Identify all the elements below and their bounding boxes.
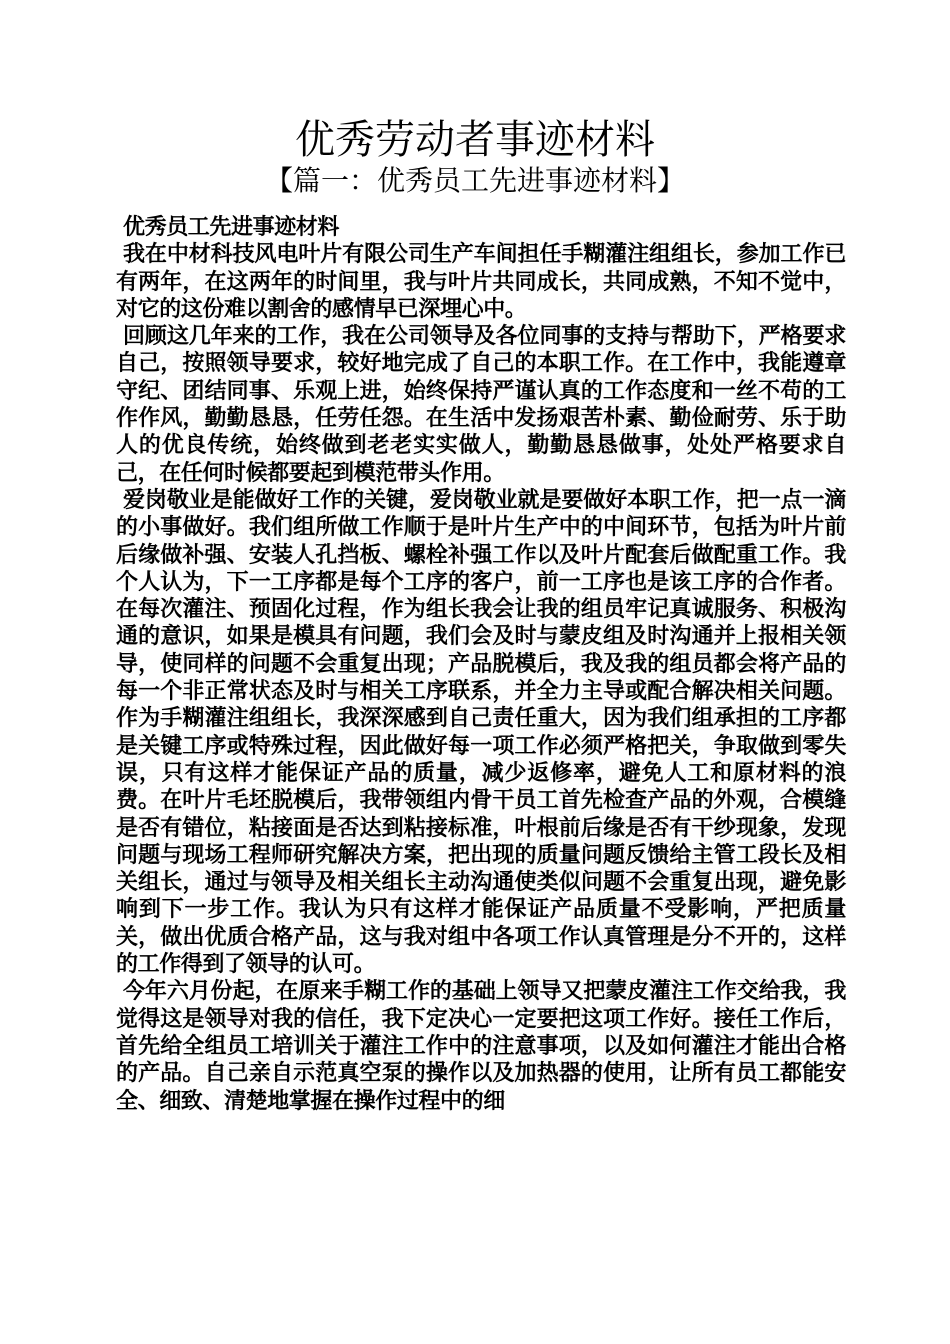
paragraph-2: 回顾这几年来的工作，我在公司领导及各位同事的支持与帮助下，严格要求自己，按照领导要求，较好地完成了自己的本职工作。在工作中，我能遵章守纪、团结同事、乐观上进，始终保持严谨认真的工作态度和一丝不苟的工作作风，勤勤恳恳，任劳任怨。在生活中发扬艰苦朴素、勤俭耐劳、乐于助人的优良传统，始终做到老老实实做人，勤勤恳恳做事，处处严格要求自己，在任何时候都要起到模范带头作用。 — [116, 324, 846, 486]
document-subtitle: 【篇一：优秀员工先进事迹材料】 — [264, 164, 685, 197]
paragraph-1: 我在中材科技风电叶片有限公司生产车间担任手糊灌注组组长，参加工作已有两年，在这两年的时间里，我与叶片共同成长，共同成熟，不知不觉中，对它的这份难以割舍的感情早已深埋心中。 — [116, 242, 846, 322]
paragraph-4: 今年六月份起，在原来手糊工作的基础上领导又把蒙皮灌注工作交给我，我觉得这是领导对我的信任，我下定决心一定要把这项工作好。接任工作后，首先给全组员工培训关于灌注工作中的注意事项，以及如何灌注才能出合格的产品。自己亲自示范真空泵的操作以及加热器的使用，让所有员工都能安全、细致、清楚地掌握在操作过程中的细 — [116, 979, 846, 1114]
document-title: 优秀劳动者事迹材料 — [295, 117, 655, 163]
document-body — [116, 214, 846, 1115]
paragraph-3: 爱岗敬业是能做好工作的关键，爱岗敬业就是要做好本职工作，把一点一滴的小事做好。我们组所做工作顺于是叶片生产中的中间环节，包括为叶片前后缘做补强、安装人孔挡板、螺栓补强工作以及叶片配套后做配重工作。我个人认为，下一工序都是每个工序的客户，前一工序也是该工序的合作者。在每次灌注、预固化过程，作为组长我会让我的组员牢记真诚服务、积极沟通的意识，如果是模具有问题，我们会及时与蒙皮组及时沟通并上报相关领导，使同样的问题不会重复出现；产品脱模后，我及我的组员都会将产品的每一个非正常状态及时与相关工序联系，并全力主导或配合解决相关问题。作为手糊灌注组组长，我深深感到自己责任重大，因为我们组承担的工序都是关键工序或特殊过程，因此做好每一项工作必须严格把关，争取做到零失误，只有这样才能保证产品的质量，减少返修率，避免人工和原材料的浪费。在叶片毛坯脱模后，我带领组内骨干员工首先检查产品的外观，合模缝是否有错位，粘接面是否达到粘接标准，叶根前后缘是否有干纱现象，发现问题与现场工程师研究解决方案，把出现的质量问题反馈给主管工段长及相关组长，通过与领导及相关组长主动沟通使类似问题不会重复出现，避免影响到下一步工作。我认为只有这样才能保证产品质量不受影响，严把质量关，做出优质合格产品，这与我对组中各项工作认真管理是分不开的，这样的工作得到了领导的认可。 — [116, 487, 846, 978]
section-heading: 优秀员工先进事迹材料 — [123, 215, 340, 240]
